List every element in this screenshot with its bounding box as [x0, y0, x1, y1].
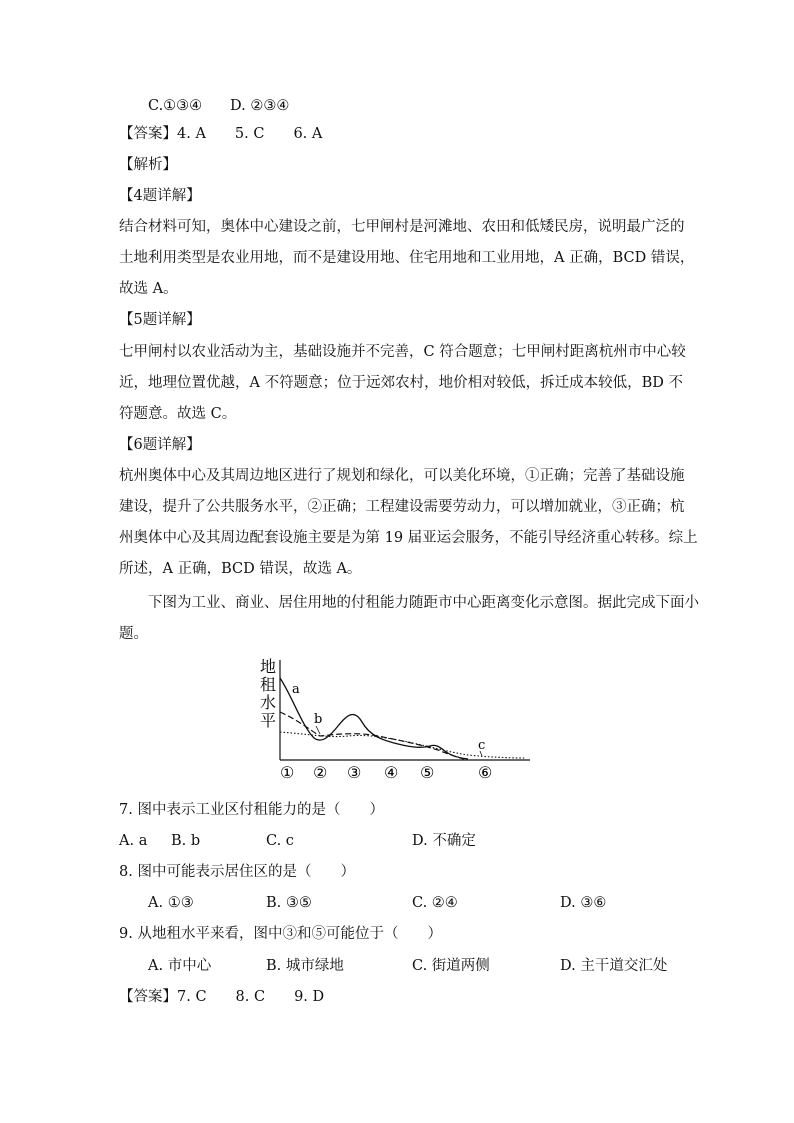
q9-option-d: D. 主干道交汇处: [560, 958, 668, 974]
x-label-6: ⑥: [478, 763, 493, 782]
q7-option-a: A. a: [119, 833, 148, 849]
rent-curve-svg: [258, 656, 538, 782]
q6-header: 【6题详解】: [119, 437, 201, 453]
answer-prefix-2: 【答案】: [119, 989, 177, 1005]
curve-label-b-leader: [316, 726, 320, 734]
q9-option-b: B. 城市绿地: [266, 958, 344, 974]
rent-curve-figure: [258, 656, 538, 782]
q6-line-1: 杭州奥体中心及其周边地区进行了规划和绿化，可以美化环境，①正确；完善了基础设施: [119, 468, 685, 484]
q8-stem: 8. 图中可能表示居住区的是（ ）: [119, 864, 355, 880]
option-d-prev: D. ②③④: [230, 98, 290, 114]
q4-line-1: 结合材料可知，奥体中心建设之前，七甲闸村是河滩地、农田和低矮民房，说明最广泛的: [119, 219, 685, 235]
q6-line-2: 建设，提升了公共服务水平，②正确；工程建设需要劳动力，可以增加就业，③正确；杭: [119, 499, 685, 515]
intro-line-1: 下图为工业、商业、居住用地的付租能力随距市中心距离变化示意图。据此完成下面小: [148, 595, 699, 611]
q4-line-2: 土地利用类型是农业用地，而不是建设用地、住宅用地和工业用地，A 正确，BCD 错误，: [119, 250, 695, 266]
q7-stem: 7. 图中表示工业区付租能力的是（ ）: [119, 802, 384, 818]
x-label-5: ⑤: [420, 763, 435, 782]
x-label-2: ②: [313, 763, 328, 782]
q7-option-b: B. b: [171, 833, 201, 849]
q7-option-d: D. 不确定: [412, 833, 476, 849]
answer-line-1: [119, 124, 322, 144]
intro-line-2: 题。: [119, 626, 148, 642]
q4-header: 【4题详解】: [119, 188, 201, 204]
q9-option-c: C. 街道两侧: [412, 958, 490, 974]
curve-a: [280, 678, 468, 759]
answer-text: 4. A 5. C 6. A: [177, 126, 323, 142]
q5-line-2: 近，地理位置优越，A 不符题意；位于远郊农村，地价相对较低，拆迁成本较低，BD 不: [119, 375, 683, 391]
answer-prefix: 【答案】: [119, 126, 177, 142]
q4-line-3: 故选 A。: [119, 281, 178, 297]
answer-text-2: 7. C 8. C 9. D: [177, 989, 325, 1005]
q9-stem: 9. 从地租水平来看，图中③和⑤可能位于（ ）: [119, 926, 442, 942]
x-label-4: ④: [384, 763, 399, 782]
curve-b: [280, 712, 464, 759]
curve-label-c: c: [478, 738, 486, 753]
y-label-char-3: 水: [260, 693, 277, 712]
curve-label-b: b: [314, 712, 323, 727]
answer-line-2: [119, 987, 324, 1007]
q7-option-c: C. c: [266, 833, 294, 849]
option-c-prev: C.①③④: [148, 98, 203, 114]
analysis-header: 【解析】: [119, 157, 177, 173]
q5-header: 【5题详解】: [119, 312, 201, 328]
y-label-char-2: 租: [260, 675, 277, 694]
q9-option-a: A. 市中心: [148, 958, 212, 974]
q6-line-3: 州奥体中心及其周边配套设施主要是为第 19 届亚运会服务，不能引导经济重心转移。综上: [119, 530, 698, 546]
x-label-1: ①: [280, 763, 295, 782]
q8-option-d: D. ③⑥: [560, 895, 607, 911]
q8-option-c: C. ②④: [412, 895, 458, 911]
curve-label-a: a: [292, 682, 300, 697]
q5-line-3: 符题意。故选 C。: [119, 406, 237, 422]
q5-line-1: 七甲闸村以农业活动为主，基础设施并不完善，C 符合题意；七甲闸村距离杭州市中心较: [119, 344, 686, 360]
q8-option-b: B. ③⑤: [266, 895, 312, 911]
q8-option-a: A. ①③: [148, 895, 194, 911]
y-label-char-4: 平: [260, 711, 277, 730]
y-label-char-1: 地: [260, 657, 277, 676]
q6-line-4: 所述，A 正确，BCD 错误，故选 A。: [119, 561, 362, 577]
x-label-3: ③: [347, 763, 362, 782]
